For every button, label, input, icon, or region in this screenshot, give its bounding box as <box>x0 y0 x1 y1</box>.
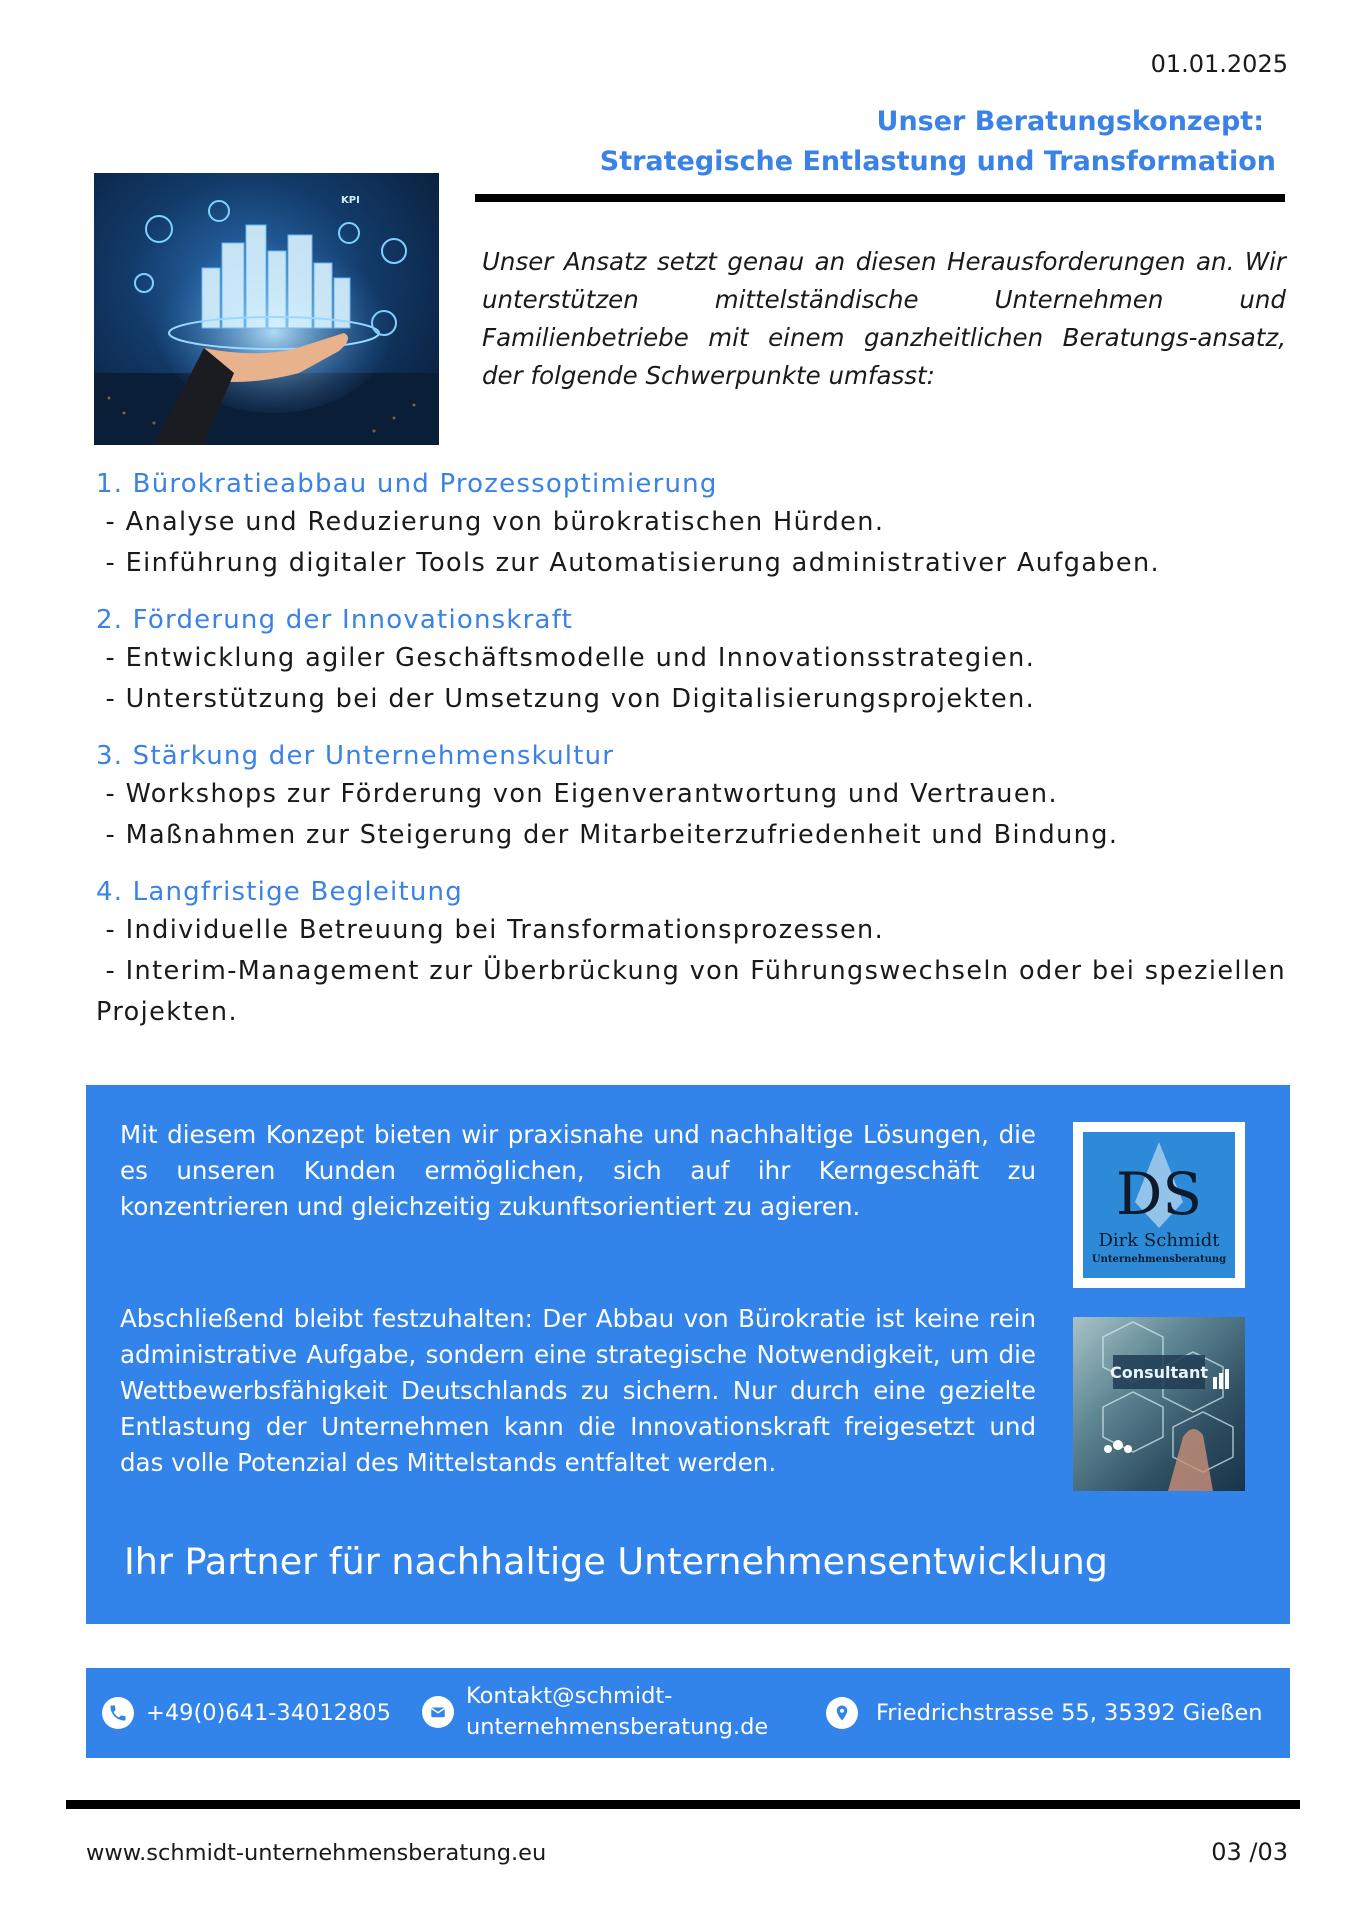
mail-icon <box>422 1696 454 1728</box>
list-item: - Maßnahmen zur Steigerung der Mitarbeiterzufriedenheit und Bindung. <box>96 820 1119 850</box>
section-bureaucracy <box>96 466 1296 584</box>
contact-email[interactable] <box>422 1681 768 1743</box>
document-date: 01.01.2025 <box>1150 50 1288 78</box>
section-heading: 4. Langfristige Begleitung <box>96 877 463 907</box>
phone-number: +49(0)641-34012805 <box>146 1699 391 1726</box>
list-item: - Entwicklung agiler Geschäftsmodelle und Innovationsstrategien. <box>96 643 1036 673</box>
list-item: - Interim-Management zur Überbrückung von Führungswechseln oder bei speziellen Projekten. <box>96 956 1296 1027</box>
contact-phone[interactable] <box>102 1697 391 1729</box>
page-title <box>600 102 1276 182</box>
section-heading: 2. Förderung der Innovationskraft <box>96 605 573 635</box>
hero-illustration <box>94 173 439 445</box>
page-number: 03 /03 <box>1211 1838 1288 1866</box>
logo-background <box>1083 1132 1235 1278</box>
summary-paragraph-1: Mit diesem Konzept bieten wir praxisnahe und nachhaltige Lösungen, die es unseren Kunden ermöglichen, sich auf ihr Kerngeschäft zu konzentrieren und gleichzeitig zukunftsorientiert zu agieren. <box>120 1120 1036 1221</box>
logo-subtitle: Unternehmensberatung <box>1091 1254 1227 1265</box>
website-link[interactable]: www.schmidt-unternehmensberatung.eu <box>86 1840 547 1866</box>
summary-paragraph-2: Abschließend bleibt festzuhalten: Der Abbau von Bürokratie ist keine rein administrative Aufgabe, sondern eine strategische Notwendigkeit, um die Wettbewerbsfähigkeit Deutschlands zu sichern. Nur durch eine gezielte Entlastung der Unternehmen kann die Innovationskraft freigesetzt und das volle Potenzial des Mittelstands entfaltet werden. <box>120 1304 1036 1477</box>
list-item: - Individuelle Betreuung bei Transformationsprozessen. <box>96 915 885 945</box>
logo-name: Dirk Schmidt <box>1098 1230 1220 1251</box>
logo-graphic <box>1083 1132 1235 1278</box>
list-item: - Workshops zur Förderung von Eigenverantwortung und Vertrauen. <box>96 779 1059 809</box>
kpi-label: KPI <box>341 195 360 206</box>
consultant-illustration <box>1073 1317 1245 1491</box>
email-address <box>466 1681 768 1743</box>
company-logo <box>1073 1122 1245 1288</box>
focus-areas-list <box>96 466 1296 1051</box>
title-divider <box>475 194 1285 202</box>
email-line-1: Kontakt@schmidt- <box>466 1683 673 1709</box>
section-heading: 1. Bürokratieabbau und Prozessoptimierung <box>96 469 718 499</box>
contact-address[interactable] <box>826 1697 1263 1729</box>
intro-paragraph: Unser Ansatz setzt genau an diesen Herausforderungen an. Wir unterstützen mittelständische Unternehmen und Familienbetriebe mit einem ganzheitlichen Beratungs-ansatz, der folgende Schwerpunkte umfasst: <box>482 247 1286 390</box>
section-longterm <box>96 874 1296 1033</box>
tagline: Ihr Partner für nachhaltige Unternehmensentwicklung <box>124 1540 1108 1583</box>
section-innovation <box>96 602 1296 720</box>
location-pin-icon <box>826 1697 858 1729</box>
title-line-2: Strategische Entlastung und Transformation <box>599 146 1276 177</box>
logo-monogram: DS <box>1115 1160 1203 1228</box>
list-item: - Unterstützung bei der Umsetzung von Digitalisierungsprojekten. <box>96 684 1036 714</box>
list-item: - Analyse und Reduzierung von bürokratischen Hürden. <box>96 507 885 537</box>
section-heading: 3. Stärkung der Unternehmenskultur <box>96 741 615 771</box>
contact-bar <box>86 1668 1290 1758</box>
list-item: - Einführung digitaler Tools zur Automatisierung administrativer Aufgaben. <box>96 548 1161 578</box>
address-text: Friedrichstrasse 55, 35392 Gießen <box>876 1699 1263 1726</box>
hero-image-city-hologram <box>94 173 439 445</box>
phone-icon <box>102 1697 134 1729</box>
title-line-1: Unser Beratungskonzept: <box>876 106 1264 137</box>
consultant-image <box>1073 1317 1245 1491</box>
email-line-2: unternehmensberatung.de <box>466 1714 769 1740</box>
section-culture <box>96 738 1296 856</box>
consultant-label: Consultant <box>1109 1363 1209 1382</box>
footer-divider <box>66 1800 1300 1809</box>
summary-box <box>86 1085 1290 1624</box>
